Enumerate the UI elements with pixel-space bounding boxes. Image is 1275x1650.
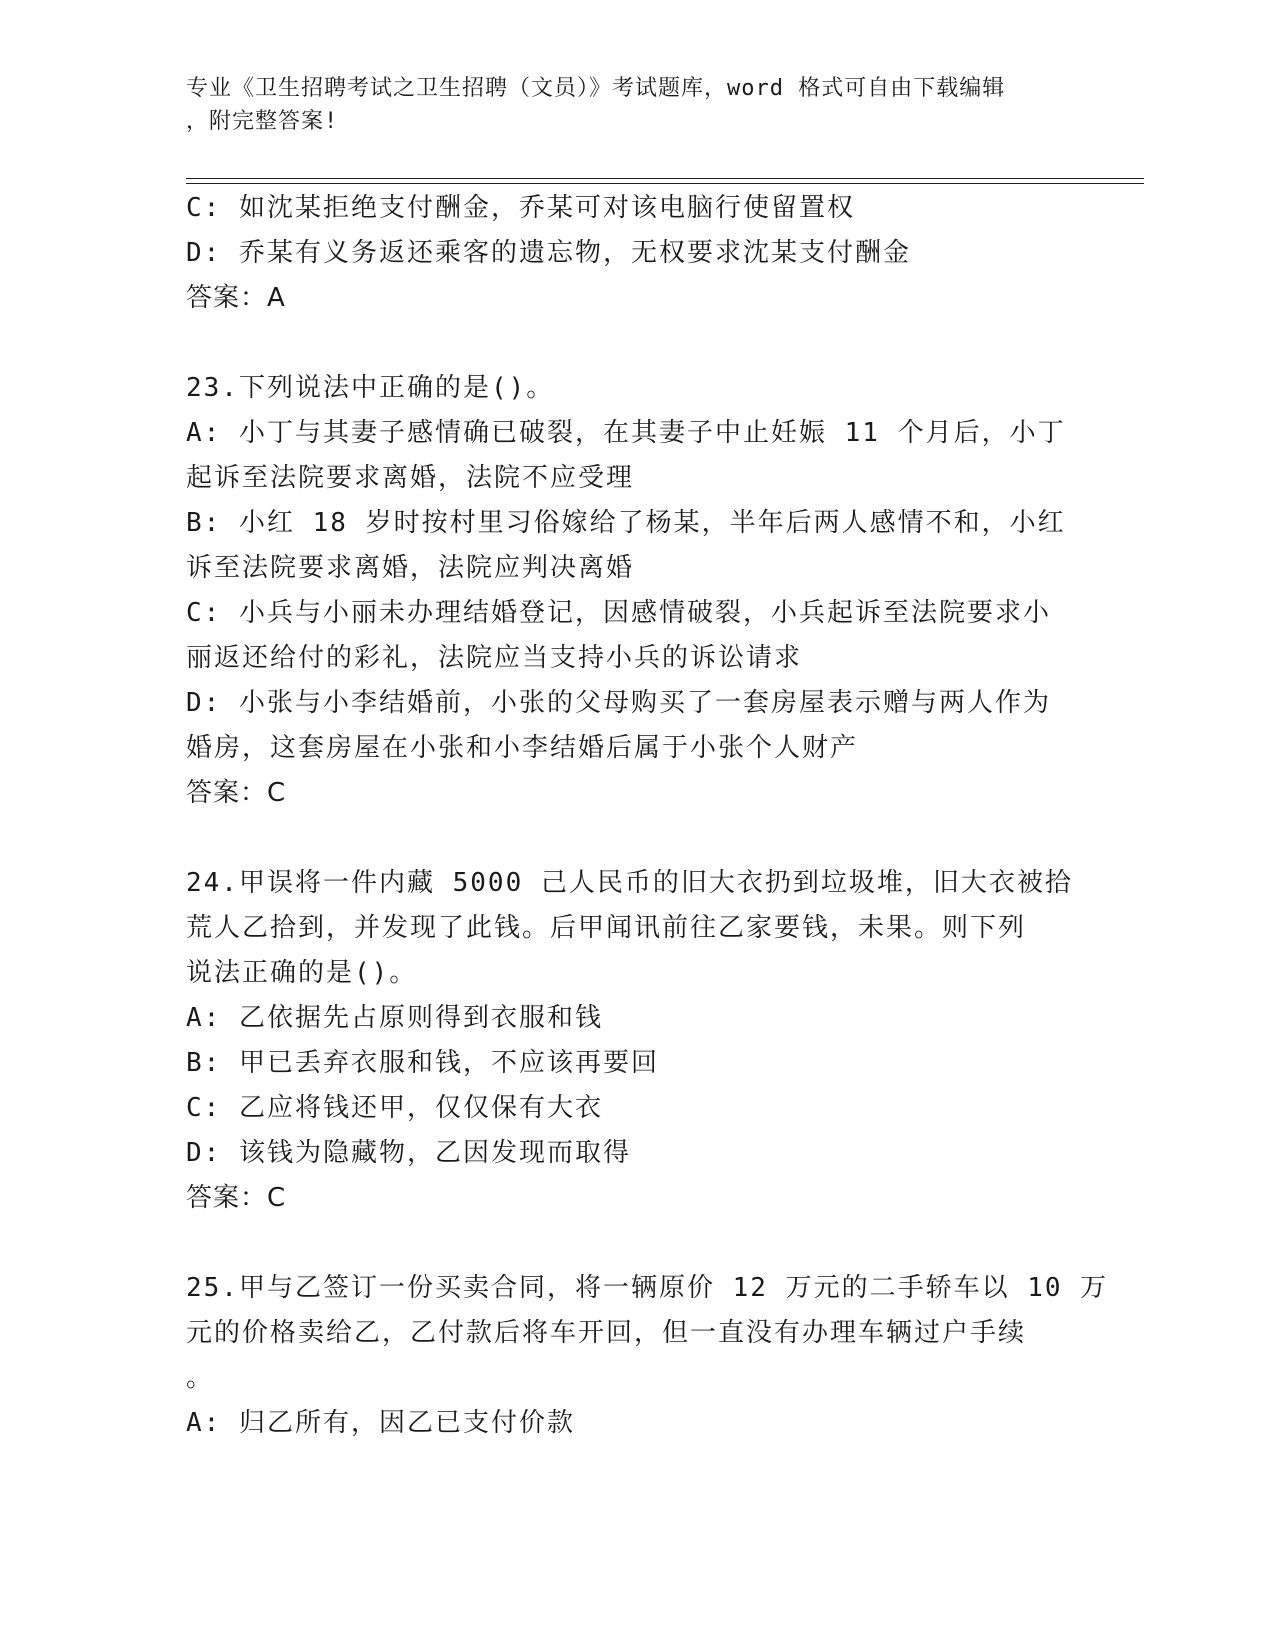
answer: 答案：A [186,283,286,313]
header-rule-bottom [186,183,1144,184]
question-stem-cont: 。 [186,1363,215,1393]
option-a-cont: 起诉至法院要求离婚，法院不应受理 [186,463,635,493]
spacer [186,321,1086,366]
option-b: B: 小红 18 岁时按村里习俗嫁给了杨某，半年后两人感情不和，小红 [186,508,1066,538]
header-rule-top [186,178,1144,179]
option-b: B: 甲已丢弃衣服和钱，不应该再要回 [186,1048,659,1078]
question-stem: 24.甲误将一件内藏 5000 己人民币的旧大衣扔到垃圾堆，旧大衣被拾 [186,868,1073,898]
option-d: D: 乔某有义务返还乘客的遗忘物，无权要求沈某支付酬金 [186,238,911,268]
header-line-1: 专业《卫生招聘考试之卫生招聘（文员）》考试题库，word 格式可自由下载编辑 [186,76,1006,101]
question-stem-cont: 元的价格卖给乙，乙付款后将车开回，但一直没有办理车辆过户手续 [186,1318,1027,1348]
option-b-cont: 诉至法院要求离婚，法院应判决离婚 [186,553,635,583]
question-stem-cont: 说法正确的是()。 [186,958,418,988]
question-22-tail [186,186,1086,321]
option-d: D: 小张与小李结婚前，小张的父母购买了一套房屋表示赠与两人作为 [186,688,1051,718]
option-c-cont: 丽返还给付的彩礼，法院应当支持小兵的诉讼请求 [186,643,803,673]
option-a: A: 乙依据先占原则得到衣服和钱 [186,1003,603,1033]
question-23 [186,366,1086,816]
option-a: A: 归乙所有，因乙已支付价款 [186,1408,575,1438]
option-c: C: 小兵与小丽未办理结婚登记，因感情破裂，小兵起诉至法院要求小 [186,598,1051,628]
document-body [186,186,1109,1446]
spacer [186,816,1086,861]
header-line-2: ，附完整答案! [186,109,339,134]
option-d: D: 该钱为隐藏物，乙因发现而取得 [186,1138,631,1168]
question-stem: 23.下列说法中正确的是()。 [186,373,555,403]
answer: 答案：C [186,1183,287,1213]
question-25 [186,1266,1109,1446]
question-stem-cont: 荒人乙拾到，并发现了此钱。后甲闻讯前往乙家要钱，未果。则下列 [186,913,1027,943]
question-stem: 25.甲与乙签订一份买卖合同，将一辆原价 12 万元的二手轿车以 10 万 [186,1273,1109,1303]
option-a: A: 小丁与其妻子感情确已破裂，在其妻子中止妊娠 11 个月后，小丁 [186,418,1066,448]
option-c: C: 如沈某拒绝支付酬金，乔某可对该电脑行使留置权 [186,193,855,223]
question-24 [186,861,1086,1221]
spacer [186,1221,1086,1266]
option-c: C: 乙应将钱还甲，仅仅保有大衣 [186,1093,603,1123]
answer: 答案：C [186,778,287,808]
document-header [186,72,1066,138]
option-d-cont: 婚房，这套房屋在小张和小李结婚后属于小张个人财产 [186,733,859,763]
